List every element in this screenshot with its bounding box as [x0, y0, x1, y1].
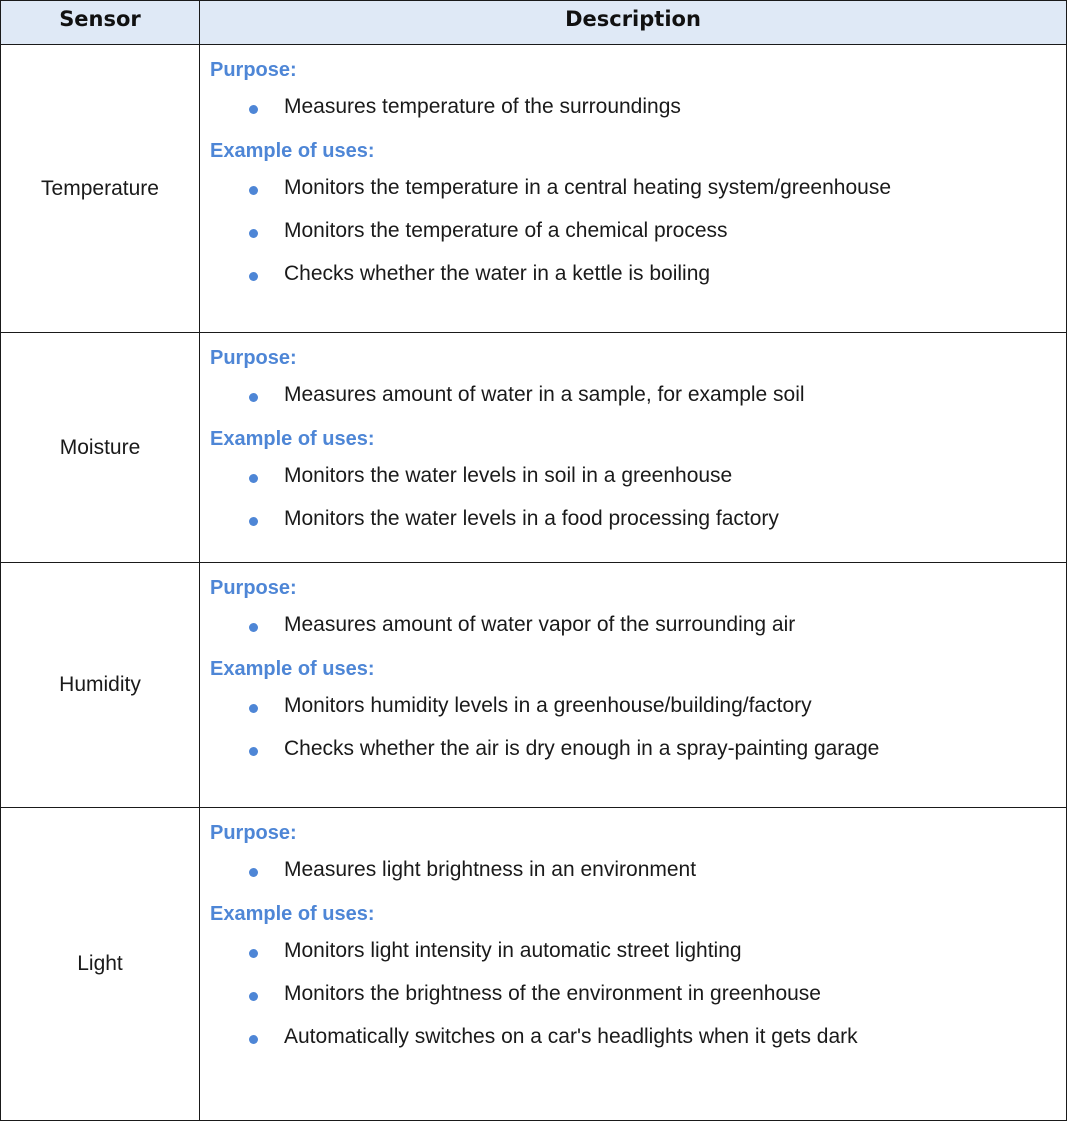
list-item-text: Monitors the water levels in soil in a greenhouse [284, 464, 733, 488]
list-item-text: Measures light brightness in an environment [284, 857, 697, 881]
list-item [210, 85, 1056, 128]
list-item-text: Measures amount of water in a sample, for example soil [284, 383, 805, 407]
list-item [210, 166, 1056, 209]
purpose-label: Purpose: [210, 821, 297, 844]
table-row-humidity [1, 563, 1067, 807]
bullet-dot-icon [249, 474, 258, 483]
list-item-text: Monitors the brightness of the environment in greenhouse [284, 981, 821, 1005]
list-item [210, 929, 1056, 972]
sensor-name-cell: Humidity [1, 563, 200, 807]
table-header [1, 1, 1067, 45]
list-item [210, 252, 1056, 295]
list-item-text: Measures temperature of the surroundings [284, 95, 681, 118]
bullet-dot-icon [249, 272, 258, 281]
list-item [210, 1015, 1056, 1058]
purpose-label: Purpose: [210, 347, 297, 370]
list-item [210, 727, 1056, 770]
bullet-dot-icon [249, 1035, 258, 1044]
table-body [1, 45, 1067, 1121]
list-item [210, 972, 1056, 1015]
list-item-text: Monitors light intensity in automatic street lighting [284, 938, 742, 962]
description-cell [200, 45, 1067, 333]
list-item [210, 684, 1056, 727]
description-cell [200, 563, 1067, 807]
bullet-dot-icon [249, 868, 258, 877]
purpose-list [210, 603, 1056, 646]
table-row-temperature [1, 45, 1067, 333]
sensor-name-cell: Temperature [1, 45, 200, 333]
list-item [210, 373, 1056, 416]
bullet-dot-icon [249, 517, 258, 526]
table-row-moisture [1, 333, 1067, 563]
list-item-text: Monitors the temperature of a chemical process [284, 219, 728, 242]
bullet-dot-icon [249, 393, 258, 402]
uses-label: Example of uses: [210, 658, 375, 681]
list-item-text: Monitors the temperature in a central heating system/greenhouse [284, 176, 892, 199]
purpose-list [210, 85, 1056, 128]
uses-list [210, 929, 1056, 1058]
bullet-dot-icon [249, 105, 258, 114]
list-item [210, 848, 1056, 891]
sensor-name-cell: Moisture [1, 333, 200, 563]
description-cell [200, 807, 1067, 1120]
purpose-label: Purpose: [210, 577, 297, 600]
uses-label: Example of uses: [210, 140, 375, 162]
bullet-dot-icon [249, 747, 258, 756]
header-sensor: Sensor [1, 1, 200, 45]
uses-label: Example of uses: [210, 902, 375, 925]
list-item [210, 497, 1056, 540]
bullet-dot-icon [249, 949, 258, 958]
list-item [210, 454, 1056, 497]
bullet-dot-icon [249, 229, 258, 238]
list-item-text: Checks whether the water in a kettle is boiling [284, 262, 711, 285]
list-item [210, 603, 1056, 646]
bullet-dot-icon [249, 186, 258, 195]
list-item-text: Checks whether the air is dry enough in a spray-painting garage [284, 737, 880, 761]
list-item-text: Monitors the water levels in a food processing factory [284, 507, 779, 531]
uses-list [210, 684, 1056, 770]
uses-list [210, 454, 1056, 540]
list-item-text: Monitors humidity levels in a greenhouse/building/factory [284, 694, 812, 718]
header-row [1, 1, 1067, 45]
list-item-text: Measures amount of water vapor of the surrounding air [284, 613, 796, 637]
uses-label: Example of uses: [210, 428, 375, 451]
list-item-text: Automatically switches on a car's headlights when it gets dark [284, 1024, 858, 1048]
purpose-list [210, 373, 1056, 416]
purpose-list [210, 848, 1056, 891]
bullet-dot-icon [249, 623, 258, 632]
header-description: Description [200, 1, 1067, 45]
purpose-label: Purpose: [210, 59, 297, 81]
table-row-light [1, 807, 1067, 1120]
sensor-name-cell: Light [1, 807, 200, 1120]
uses-list [210, 166, 1056, 295]
description-cell [200, 333, 1067, 563]
list-item [210, 209, 1056, 252]
bullet-dot-icon [249, 992, 258, 1001]
bullet-dot-icon [249, 704, 258, 713]
